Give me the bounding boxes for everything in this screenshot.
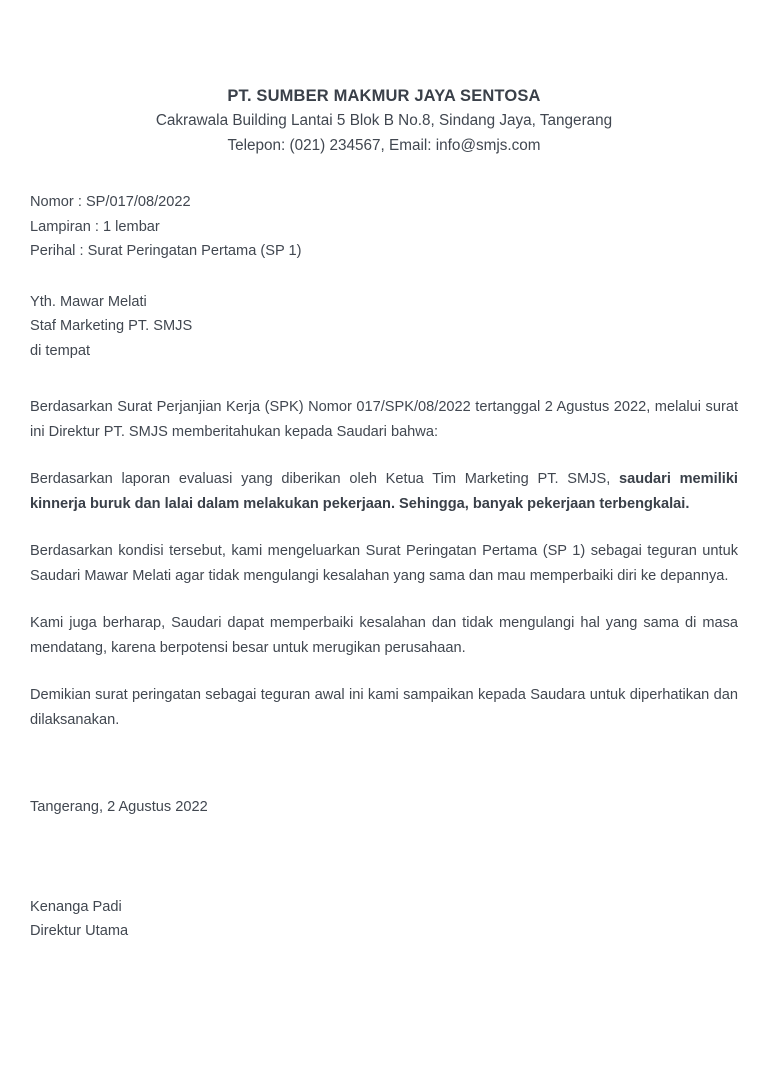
body-paragraph-2-emphasis: saudari memiliki kinnerja buruk dan lalai dalam melakukan pekerjaan. Sehingga, banyak pekerjaan terbengkalai. <box>30 471 738 513</box>
company-contact: Telepon: (021) 234567, Email: info@smjs.com <box>227 136 541 154</box>
body-paragraph-2-normal: Berdasarkan laporan evaluasi yang diberikan oleh Ketua Tim Marketing PT. SMJS, <box>30 471 619 488</box>
company-name: PT. SUMBER MAKMUR JAYA SENTOSA <box>227 87 541 105</box>
company-address: Cakrawala Building Lantai 5 Blok B No.8, Sindang Jaya, Tangerang <box>155 111 613 129</box>
body-paragraph-3: Berdasarkan kondisi tersebut, kami mengeluarkan Surat Peringatan Pertama (SP 1) sebagai teguran untuk Saudari Mawar Melati agar tidak mengulangi kesalahan yang sama dan mau memperbaiki diri ke depannya. <box>30 543 738 585</box>
reference-attachment: Lampiran : 1 lembar <box>30 218 160 235</box>
signer-title: Direktur Utama <box>30 923 129 940</box>
body-paragraph-5: Demikian surat peringatan sebagai teguran awal ini kami sampaikan kepada Saudara untuk diperhatikan dan dilaksanakan. <box>30 687 738 729</box>
body-paragraph-4: Kami juga berharap, Saudari dapat memperbaiki kesalahan dan tidak mengulangi hal yang sama di masa mendatang, karena berpotensi besar untuk merugikan perusahaan. <box>30 615 738 657</box>
signer-name: Kenanga Padi <box>30 898 122 915</box>
recipient-position: Staf Marketing PT. SMJS <box>30 318 193 335</box>
reference-subject: Perihal : Surat Peringatan Pertama (SP 1) <box>30 243 302 260</box>
letterhead <box>30 0 738 158</box>
recipient-block <box>30 290 738 364</box>
recipient-location: di tempat <box>30 342 91 359</box>
closing-place-date: Tangerang, 2 Agustus 2022 <box>30 799 208 816</box>
closing-block <box>30 795 738 944</box>
body-paragraph-2 <box>30 467 738 517</box>
recipient-name: Yth. Mawar Melati <box>30 293 147 310</box>
letter-body <box>30 395 738 733</box>
reference-number: Nomor : SP/017/08/2022 <box>30 194 191 211</box>
signature-block <box>30 895 738 944</box>
body-paragraph-1: Berdasarkan Surat Perjanjian Kerja (SPK) Nomor 017/SPK/08/2022 tertanggal 2 Agustus 2022, melalui surat ini Direktur PT. SMJS memberitahukan kepada Saudari bahwa: <box>30 399 738 441</box>
reference-block <box>30 190 738 264</box>
